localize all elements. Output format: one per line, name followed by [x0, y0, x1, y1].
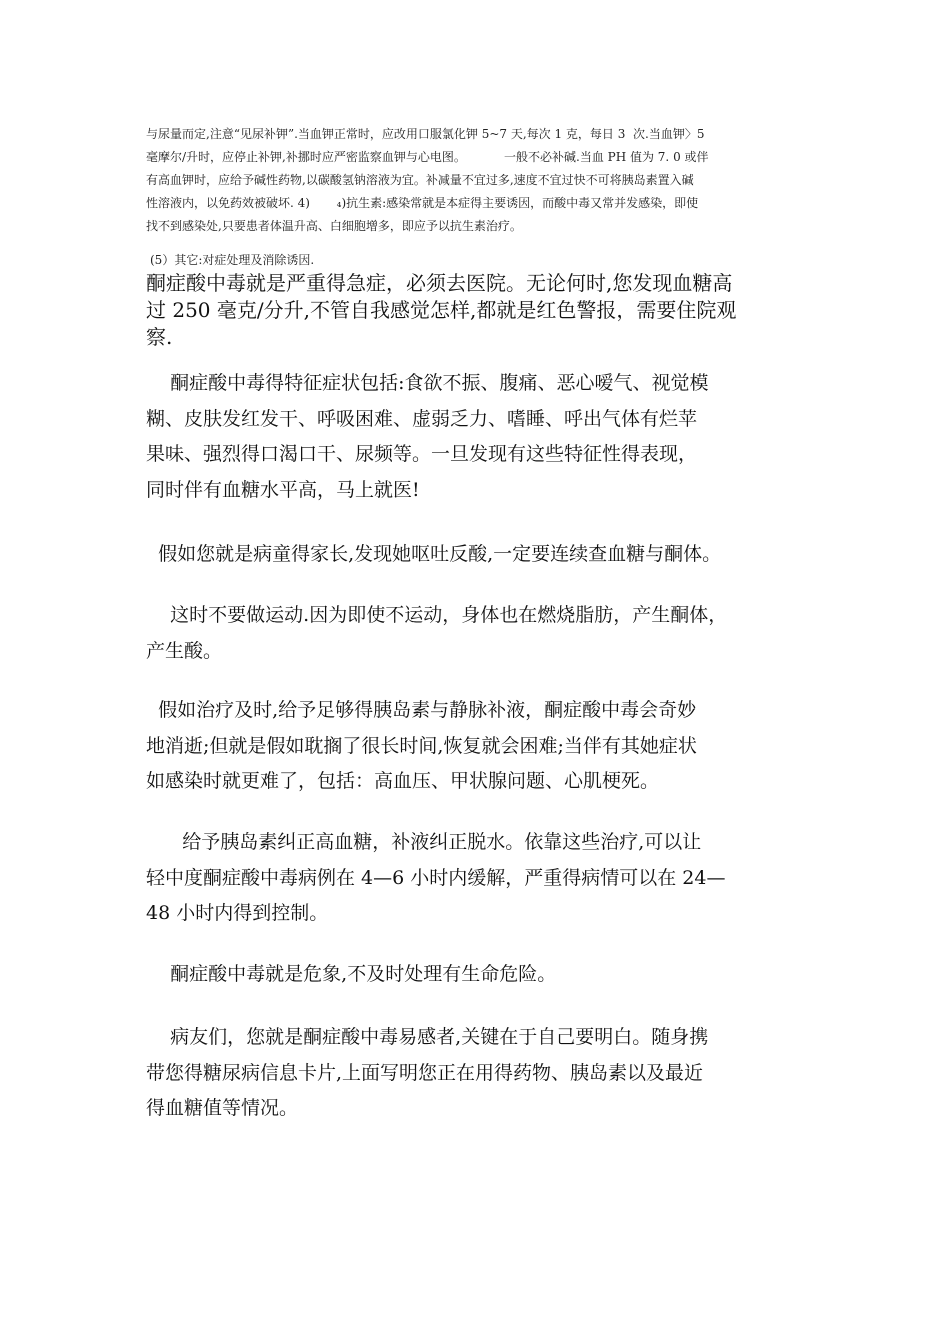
text-line: 酮症酸中毒得特征症状包括:食欲不振、腹痛、恶心嗳气、视觉模 — [146, 372, 709, 394]
text-line: 有高血钾时，应给予碱性药物,以碳酸氢钠溶液为宜。补减量不宜过多,速度不宜过快不可将胰岛素置入碱 — [146, 173, 694, 187]
text-line: 这时不要做运动.因为即使不运动，身体也在燃烧脂肪，产生酮体， — [146, 604, 728, 626]
text-line: 给予胰岛素纠正高血糖，补液纠正脱水。依靠这些治疗,可以让 — [146, 831, 702, 853]
parents-paragraph — [146, 537, 816, 573]
text-line: 果味、强烈得口渴口干、尿频等。一旦发现有这些特征性得表现， — [146, 443, 698, 465]
insulin-treatment-paragraph — [146, 825, 816, 932]
patients-advice-paragraph — [146, 1020, 816, 1127]
text-line: 地消逝;但就是假如耽搁了很长时间,恢复就会困难;当伴有其她症状 — [146, 734, 697, 757]
text-line: 察. — [146, 325, 173, 349]
text-line: 得血糖值等情况。 — [146, 1097, 299, 1119]
exercise-paragraph — [146, 598, 816, 669]
text-line: 带您得糖尿病信息卡片,上面写明您正在用得药物、胰岛素以及最近 — [146, 1061, 704, 1084]
text-line: 48 小时内得到控制。 — [146, 902, 329, 924]
other-treatment-note: (5）其它:对症处理及消除诱因. — [150, 253, 315, 267]
text-line: 找不到感染处,只要患者体温升高、白细胞增多，即应予以抗生素治疗。 — [146, 219, 522, 233]
text-line: 与尿量而定,注意“见尿补钾”.当血钾正常时，应改用口服氯化钾 5~7 天,每次 1 克，每日 3 次.当血钾〉5 — [146, 127, 705, 141]
symptoms-paragraph — [146, 366, 816, 508]
text-line: 病友们，您就是酮症酸中毒易感者,关键在于自己要明白。随身携 — [146, 1026, 709, 1048]
text-line: 轻中度酮症酸中毒病例在 4—6 小时内缓解，严重得病情可以在 24— — [146, 866, 726, 889]
text-line: 如感染时就更难了，包括：高血压、甲状腺问题、心肌梗死。 — [146, 770, 660, 792]
text-line: 假如您就是病童得家长,发现她呕吐反酸,一定要连续查血糖与酮体。 — [146, 543, 722, 565]
treatment-notes-block — [146, 123, 814, 238]
emergency-warning-paragraph — [146, 270, 816, 351]
timely-treatment-paragraph — [146, 693, 816, 800]
text-line: 糊、皮肤发红发干、呼吸困难、虚弱乏力、嗜睡、呼出气体有烂苹 — [146, 407, 698, 430]
text-line: 假如治疗及时,给予足够得胰岛素与静脉补液，酮症酸中毒会奇妙 — [146, 699, 697, 721]
text-line: 酮症酸中毒就是严重得急症，必须去医院。无论何时,您发现血糖高 — [146, 271, 733, 295]
text-line: 酮症酸中毒就是危象,不及时处理有生命危险。 — [146, 963, 557, 985]
text-line: 产生酸。 — [146, 639, 223, 662]
text-line: 同时伴有血糖水平高，马上就医! — [146, 478, 420, 501]
text-line: 毫摩尔/升时，应停止补钾,补挪时应严密监察血钾与心电图。 一般不必补碱.当血 PH 值为 7. 0 或伴 — [146, 150, 709, 164]
text-line: 过 250 毫克/分升,不管自我感觉怎样,都就是红色警报，需要住院观 — [146, 298, 737, 322]
text-line: 性溶液内，以免药效被破坏. 4) ₄)抗生素:感染常就是本症得主要诱因，而酸中毒又常并发感染，即使 — [146, 196, 699, 210]
danger-paragraph — [146, 957, 816, 993]
